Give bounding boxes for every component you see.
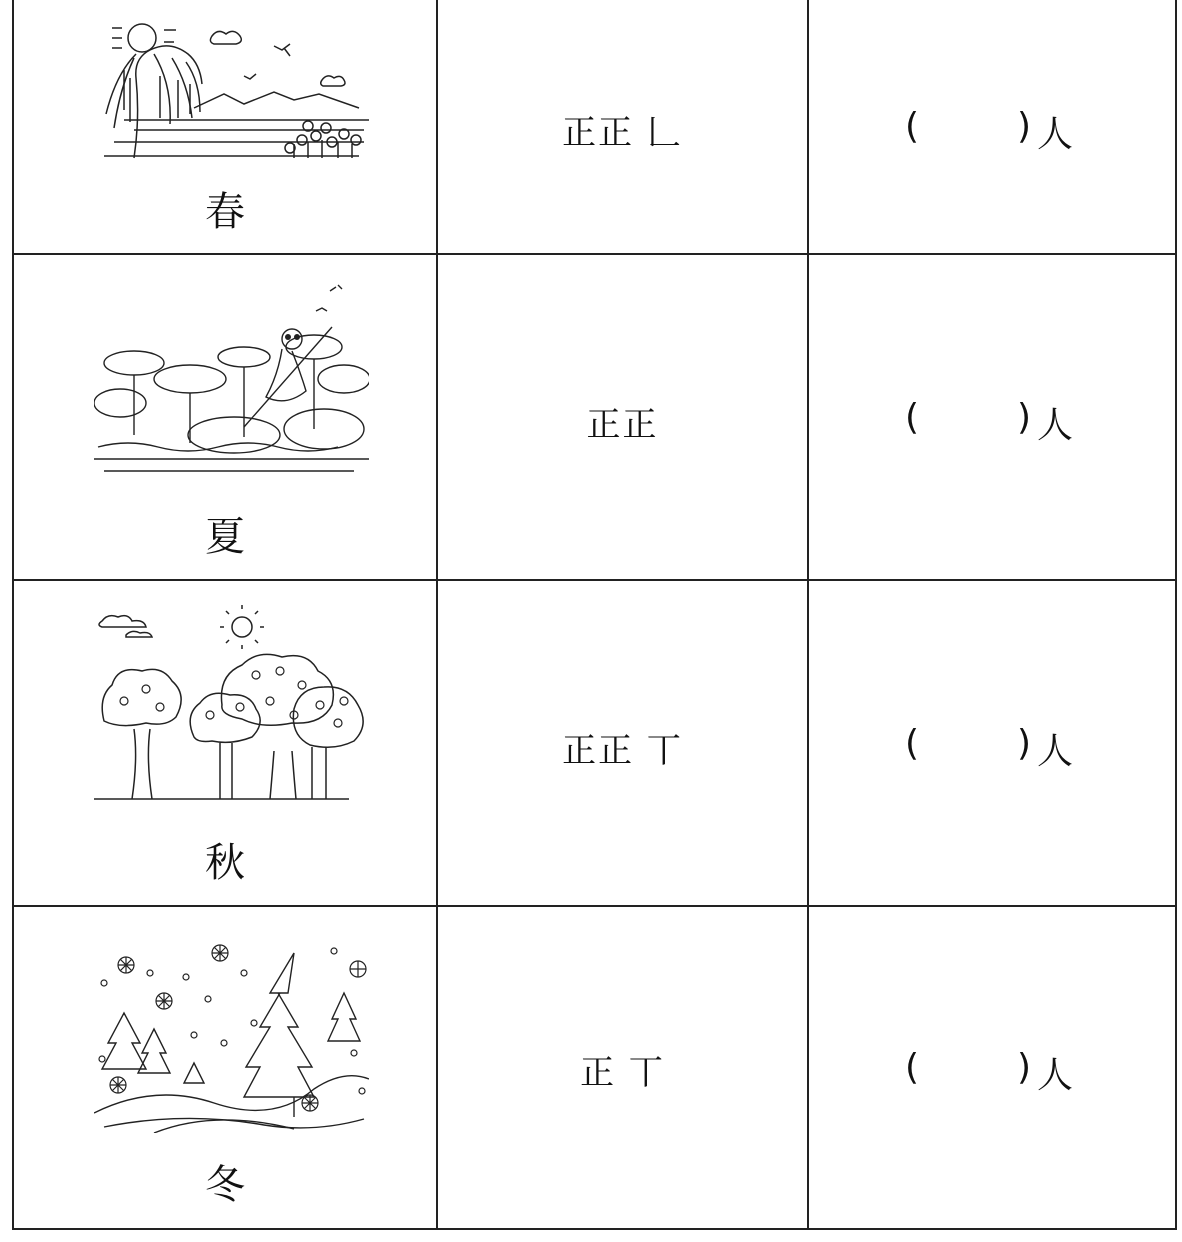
table-row: [14, 255, 1175, 581]
unit-label: 人: [1037, 405, 1074, 446]
tally-cell: [438, 907, 807, 1230]
season-cell: [14, 255, 436, 579]
tally-marks: 正 丅: [580, 1053, 665, 1093]
unit-label: 人: [1037, 1055, 1074, 1096]
table-row: [14, 581, 1175, 907]
spring-scene-image: [94, 18, 369, 163]
season-cell: [14, 0, 436, 253]
close-paren: ): [1017, 397, 1032, 438]
tally-cell: [438, 0, 807, 253]
table-row: [14, 907, 1175, 1230]
season-label: 夏: [205, 514, 245, 560]
answer-cell: [809, 0, 1175, 253]
season-label: 春: [205, 189, 245, 235]
season-label: 秋: [205, 840, 245, 886]
tally-marks: 正正: [586, 405, 659, 445]
close-paren: ): [1017, 723, 1032, 764]
season-cell: [14, 907, 436, 1230]
tally-marks: 正正 𠃊: [562, 113, 683, 153]
open-paren: (: [905, 723, 920, 764]
answer-cell: [809, 907, 1175, 1230]
tally-cell: [438, 581, 807, 905]
open-paren: (: [905, 106, 920, 147]
unit-label: 人: [1037, 731, 1074, 772]
season-label: 冬: [205, 1162, 245, 1208]
summer-scene-image: [94, 283, 369, 483]
table-row: [14, 0, 1175, 255]
tally-marks: 正正 丅: [562, 731, 683, 771]
close-paren: ): [1017, 106, 1032, 147]
open-paren: (: [905, 397, 920, 438]
tally-table: [12, 0, 1177, 1230]
autumn-scene-image: [94, 605, 369, 805]
open-paren: (: [905, 1047, 920, 1088]
season-cell: [14, 581, 436, 905]
unit-label: 人: [1037, 114, 1074, 155]
close-paren: ): [1017, 1047, 1032, 1088]
answer-cell: [809, 255, 1175, 579]
winter-scene-image: [94, 943, 369, 1133]
tally-cell: [438, 255, 807, 579]
answer-cell: [809, 581, 1175, 905]
